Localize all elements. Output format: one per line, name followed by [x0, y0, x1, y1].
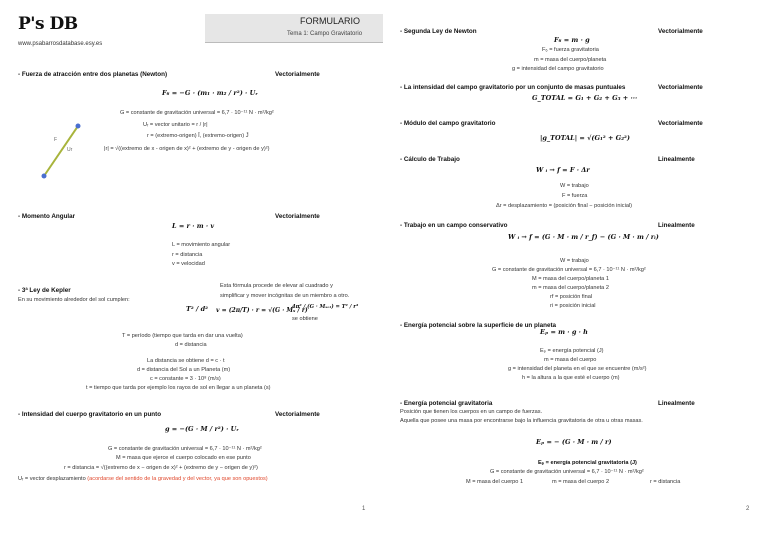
equation-kepler-mid: v = (2π/T) · r = √(G · Mₛ / r)	[216, 307, 308, 314]
potencial-description-2: Aquella que posee una masa por encontrarse bajo la influencia gravitatoria de otra u otras masas.	[400, 418, 643, 424]
kepler-distancia: La distancia se obtiene d = c · t	[147, 358, 225, 364]
definition-m2: m = masa del cuerpo/planeta 2	[532, 285, 609, 291]
definition-g: g = intensidad del campo gravitatorio	[512, 66, 604, 72]
potencial-description-1: Posición que tienen los cuerpos en un campo de fuerzas.	[400, 409, 543, 415]
definition-r: r = distancia	[650, 479, 681, 485]
equation-trabajo: W ᵢ → f = F · Δr	[536, 166, 590, 174]
kepler-note-2: simplificar y mover incógnitas de un miembro a otro.	[220, 293, 350, 299]
definition-g: g = intensidad del planeta en el que se encuentre (m/s²)	[508, 366, 647, 372]
diagram-segment	[44, 126, 78, 176]
planet-1-dot	[76, 124, 81, 129]
equation-potencial: Eₚ = − (G · M · m / r)	[536, 438, 612, 446]
definition-ur-note: (acordarse del sentido de la gravedad y del vector, ya que son opuestos)	[87, 476, 268, 482]
section-title-segunda-ley: - Segunda Ley de Newton	[400, 28, 477, 35]
definition-ri: ri = posición inicial	[550, 303, 596, 309]
definition-modulo-r: |r| = √((extremo de x - origen de x)² + (extremo de y - origen de y)²)	[104, 146, 270, 152]
kepler-description: En su movimiento alrededor del sol cumplen:	[18, 297, 130, 303]
definition-g: G = constante de gravitación universal = 6,7 · 10⁻¹¹ N · m²/kg²	[492, 267, 646, 273]
tag-vectorialmente: Vectorialmente	[275, 71, 320, 78]
definition-rf: rf = posición final	[550, 294, 593, 300]
equation-momento: L = r · m · v	[172, 222, 215, 230]
tag-vectorialmente: Vectorialmente	[275, 411, 320, 418]
definition-h: h = la altura a la que esté el cuerpo (m)	[522, 375, 620, 381]
page-number: 2	[746, 506, 750, 512]
tag-vectorialmente: Vectorialmente	[658, 120, 703, 127]
diagram-label-ur: Ur	[67, 147, 73, 153]
definition-t: T = período (tiempo que tarda en dar una vuelta)	[122, 333, 243, 339]
equation-conservativo: W ᵢ → f = (G · M · m / r_f) − (G · M · m / rᵢ)	[508, 233, 659, 241]
definition-c: c = constante = 3 · 10⁸ (m/s)	[150, 376, 221, 382]
section-title-intensidad: - Intensidad del cuerpo gravitatorio en un punto	[18, 411, 162, 418]
section-title-modulo: - Módulo del campo gravitatorio	[400, 120, 496, 127]
page-subtitle: Tema 1: Campo Gravitatorio	[287, 31, 363, 37]
equation-conjunto: G_TOTAL = G₁ + G₂ + G₃ + ···	[532, 94, 638, 102]
definition-r: r = distancia = √((extremo de x − origen de x)² + (extremo de y − origen de y)²)	[64, 465, 258, 471]
tag-linealmente: Linealmente	[658, 156, 695, 163]
tag-linealmente: Linealmente	[658, 222, 695, 229]
page-title: FORMULARIO	[300, 16, 361, 26]
section-title-fuerza: - Fuerza de atracción entre dos planetas (Newton)	[18, 71, 168, 78]
definition-l: L = movimiento angular	[172, 242, 231, 248]
definition-m: m = masa del cuerpo	[544, 357, 597, 363]
section-title-potencial: - Energía potencial gravitatoria	[400, 400, 493, 407]
definition-ur-text: Uᵣ = vector desplazamiento	[18, 476, 86, 482]
definition-d2: d = distancia del Sol a un Planeta (m)	[137, 367, 231, 373]
kepler-se-obtiene: se obtiene	[292, 316, 318, 322]
definition-m: M = masa que ejerce el cuerpo colocado en ese punto	[116, 455, 251, 461]
definition-r: r = distancia	[172, 252, 203, 258]
equation-fuerza: F₆ = −G · (m₁ · m₂ / r²) · Uᵣ	[162, 89, 258, 97]
definition-m1: M = masa del cuerpo/planeta 1	[532, 276, 609, 282]
logo: P's DB	[18, 14, 78, 34]
definition-m1: M = masa del cuerpo 1	[466, 479, 524, 485]
force-diagram	[32, 122, 92, 180]
equation-kepler-left: T² / d²	[186, 305, 208, 313]
definition-ur: Uᵣ = vector unitario = r / |r|	[143, 122, 208, 128]
planet-2-dot	[42, 174, 47, 179]
definition-d: d = distancia	[175, 342, 207, 348]
tag-linealmente: Linealmente	[658, 400, 695, 407]
definition-f: F = fuerza	[562, 193, 588, 199]
section-title-kepler: - 3ª Ley de Kepler	[18, 287, 71, 294]
definition-fg: F₆ = fuerza gravitatoria	[542, 47, 599, 53]
equation-modulo: |g_TOTAL| = √(G₁² + G₂²)	[540, 134, 630, 142]
definition-ep: Eₚ = energía potencial (J)	[540, 348, 604, 354]
definition-m2: m = masa del cuerpo 2	[552, 479, 610, 485]
definition-ur	[18, 476, 268, 482]
definition-w: W = trabajo	[560, 183, 589, 189]
kepler-note-1: Esta fórmula procede de elevar al cuadrado y	[220, 283, 333, 289]
definition-v: v = velocidad	[172, 261, 205, 267]
diagram-label-f: F	[54, 137, 58, 143]
section-title-trabajo: - Cálculo de Trabajo	[400, 156, 460, 163]
equation-kepler-right: 4π² / (G · Mₛₒₗ) = T² / r³	[292, 304, 359, 310]
definition-t2: t = tiempo que tarda por ejemplo los rayos de sol en llegar a un planeta (s)	[86, 385, 271, 391]
equation-segunda-ley: F₆ = m · g	[554, 36, 590, 44]
equation-intensidad: g = −(G · M / r²) · Uᵣ	[165, 425, 239, 433]
tag-vectorialmente: Vectorialmente	[275, 213, 320, 220]
section-title-conservativo: - Trabajo en un campo conservativo	[400, 222, 508, 229]
definition-ep: Eₚ = energía potencial gravitatoria (J)	[538, 460, 637, 466]
definition-g: G = constante de gravitación universal = 6,7 · 10⁻¹¹ N · m²/kg²	[490, 469, 644, 475]
tag-vectorialmente: Vectorialmente	[658, 84, 703, 91]
definition-g: G = constante de gravitación universal = 6,7 · 10⁻¹¹ N · m²/kg²	[108, 446, 262, 452]
definition-m: m = masa del cuerpo/planeta	[534, 57, 607, 63]
section-title-superficie: - Energía potencial sobre la superficie de un planeta	[400, 322, 557, 329]
definition-g: G = constante de gravitación universal = 6,7 · 10⁻¹¹ N · m²/kg²	[120, 110, 274, 116]
definition-delta-r: Δr = desplazamiento = (posición final − posición inicial)	[496, 203, 633, 209]
page-2	[384, 0, 768, 543]
page-number: 1	[362, 506, 366, 512]
section-title-conjunto: - La intensidad del campo gravitatorio por un conjunto de masas puntuales	[400, 84, 626, 91]
definition-w: W = trabajo	[560, 258, 589, 264]
website-url[interactable]: www.psabarrosdatabase.esy.es	[18, 41, 103, 47]
section-title-momento: - Momento Angular	[18, 213, 76, 220]
tag-vectorialmente: Vectorialmente	[658, 28, 703, 35]
equation-superficie: Eₚ = m · g · h	[540, 328, 588, 336]
definition-r: r = (extremo-origen) Î, (extremo-origen) Ĵ	[147, 133, 249, 139]
